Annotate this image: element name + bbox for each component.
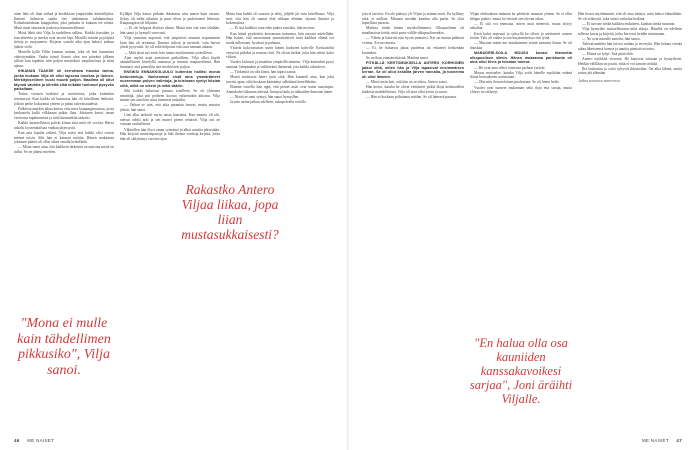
paragraph: Kun asia lopulta ratkesi, Vilja totesi että kaikki olisi voinut mennä toisin. Silti hän ei katunut mitään. Hänen mukaansa jokainen päätös oli ollut oikea omalla hetkellään. <box>14 131 114 145</box>
paragraph: — Mona sanoi aina, että kaikkein tärkeintä on muistaa mistä on tullut. Se on jäänyt mieleen. <box>14 145 114 154</box>
paragraph: Monet muistavat hänet juuri siitä. Hän kuunteli aina, kun joku tarvitsi apua, eikä koskaan kääntänyt selkäänsä kenellekään. <box>226 75 334 84</box>
paragraph: Mousu muistelee, kuinka Vilja soitti hänelle myöhään eräänä iltana kertoakseen uutisistaan. <box>470 70 572 80</box>
paragraph: Ja niin tarina jatkuu edelleen, sukupolvelta toiselle. <box>230 100 307 105</box>
right-column-3 <box>578 12 682 330</box>
paragraph: — Onhan se niin, että aika parantaa haavat, mutta muistot jäävät, hän sanoi. <box>120 103 220 113</box>
page-number: 47 <box>676 438 682 443</box>
left-column-1 <box>14 12 114 155</box>
paragraph: Martina tiiulsi hänen mytikoliimmest. Ulkopuolinen oli maailmoista tietää, mitä puris välille ulkopuoliseenkin. <box>362 26 464 35</box>
paragraph: jota ei tarvitse. En ole päässyt yli Viljan ja minun eroni. En kyllästy siitä, ei milloin. Minusta meidän kauduu olla parhe. Se olisi lapsellista parasta. <box>362 12 464 26</box>
paragraph: — Ei ole helppoa aloittaa alusta. Mutta niin sitä vain tehdään, hän sanoi ja hymyili varovasti. <box>120 26 220 35</box>
paragraph: — Ne ovat minulle aarteita, hän sanoo. <box>582 36 641 41</box>
paragraph: — Olin niin iloinen hänen puolestaan. Se oli hieno hetki. <box>474 80 560 85</box>
pull-quote-headline: Rakastko Antero Viljaa liikaa, jopa liian mustasukkaisesti? <box>181 182 279 243</box>
paragraph: Hän kertoi, kuinka he olivat viettäneet pitkiä iltoja keskustellen kaikesta mahdollisesta. Vilja oli aina ollut avoin ja suora. <box>362 85 464 94</box>
paragraph: Mosä lähtö tätä Vilja Ja uudelleen sallitut. Kaikki itsestään, ja kun aiheesta jo merkit ovat tavoin läpi. Monilla tuttuisi pyytäjistä tietoja jo suojaaneen. Kirjasta vartalo aika ajan haluisi jonkun jäätiin vielä. <box>14 30 114 49</box>
paragraph: Palkeista muiden aikaa kertoo eräs mies kaupunginosassa, jossa keskustelu kulki vilkkaana pitkin iltaa. Jokainen kertoi oman versionsa tapahtumista ja niitä kuunneltiin tarkasti. <box>14 106 114 121</box>
paragraph: — Hän ei koskaan piilottanut mitään. Se oli hänessä parasta. <box>366 94 457 99</box>
paragraph: — Ei, he haluavat jakaa puolensa tai erkaneet keskenään kuitenkin. <box>362 45 464 55</box>
paragraph: — Mitä tässä nyt enää, hän tuumi myöhemmin ystävilleen. <box>124 50 213 55</box>
continued-note: Jutkaa seuraava numerossa <box>578 78 620 83</box>
right-column-2 <box>470 12 572 95</box>
paragraph: — He ovat aina olleet toistensa parhaat ystävät. <box>474 65 546 70</box>
paragraph: Vuodet ovat tuoneet mukanaan sekä iloja että suruja, mutta yhteys on säilynyt. <box>470 85 572 95</box>
paragraph-lead: MANAGERI-SOILA MOUSU kuvasi tilannetta ulkopuolisen silmin. Hänen mukaansa pariskunta oli aina ollut tiivis ja toisiaan tukeva. <box>470 51 572 65</box>
right-page <box>348 0 696 450</box>
left-column-2 <box>120 12 220 142</box>
paragraph: Ilta laskeutuu ja valot syttyvät ikkunoihin. On aika lähteä, mutta tarina jää elämään. <box>578 66 682 76</box>
paragraph-lead: IHKANAN TAAKSE oli kerrottava hauska tarina, jonka mukaan Vilja oli ollut lapsena innokas ja iloinen. Merkityksellinen vuosi muutti paljon. Maailma oli ollut täynnä vauhtia ja kiirettä eikä mikään tuntunut pysyvän paikallaan. <box>14 68 114 92</box>
paragraph: Ajan myötä asiat asettuivat paikoilleen. Vilja alkoi käydä säännöllisesti kävelyllä rannassa ja tutustui naapureihinsa. Hän huomasi, että pienetkin teot merkitsivät paljon. <box>120 55 220 69</box>
paragraph: Vuodet kuluivat ja maailma ympärillä muuttui. Vilja kuitenkin pysyi samana, lämpimänä ja välittävänä ihmisenä, jota kaikki rakastivat. <box>226 60 334 69</box>
paragraph-lead: ENSIKSI ENNAKKOLUULO kuitenkin hallitsi monia keskusteluja. Vanhemmat eivät aina ymmärtäneet nuoremman polven valintoja, ja toisinaan syntyi kiistaa siitä, mikä on oikein ja mikä väärin. <box>120 70 220 88</box>
paragraph-lead: PITKÄLLÄ KERTOMUKSELLA ANTERO KORHONEN jatkoi siitä, miten hän ja Vilja tapasivat ensimmäisen kerran. Se oli ollut kesäilta järven rannalla, ja tunnelma oli ollut lämmin. <box>362 60 464 79</box>
paragraph: Viljan ehdotuksen mukaan he päättivät muuttaa yhteen. Se ei ollut helppo päätös, mutta he tiesivät sen olevan oikea. <box>470 12 572 21</box>
pull-quote-right: "En halua olla osa kauniiden kanssakavoikesi sarjaa", Joni äräihti Viljalle. <box>469 336 573 406</box>
paragraph: Elämän varrella hän oppi, että pienet asiat ovat usein suurimpia. Aamukahvi ikkunan ääressä, lintujen laulu ja rakkaiden ihmisten äänet. <box>226 85 334 94</box>
page-number: 46 <box>14 438 20 443</box>
paragraph: Se on ihan ymmärrettävää, Martina sanoi. <box>366 55 429 60</box>
paragraph: Vilja hymyilee muistellessaan niitä aikoja. Hänellä on edelleen tallessa kuvia ja kirjeitä, jotka kertovat heidän tarinastaan. <box>578 26 682 36</box>
page-footer-left <box>14 438 54 443</box>
pull-quote-left: "Mona ei mulle kain tähdellimen pikkusiko", Vilja sanoi. <box>17 316 111 379</box>
paragraph: — Muistan miten me maalasimme seiniä aamusta iltaan. Se oli hauskaa. <box>470 41 572 50</box>
paragraph: — Ei sitä voi ennustaa, miten asiat menevät, mutta täytyy uskaltaa. <box>470 21 572 31</box>
paragraph: Mutta kun kaikki oli sanottu ja tehty, jäljelle jäi vain kiitollisuus. Vilja tiesi, että hän oli saanut elää rikkaan elämän, täynnä ihmisiä ja kokemuksia. <box>226 12 334 26</box>
paragraph: — Elämä on lyhyt. Sitä pitää elää. <box>582 51 634 56</box>
paragraph: Kesä kului nopeasti ja syksyllä he olivat jo asettuneet uuteen kotiin. Talo oli vanha ja sen korjaamisessa riitti työtä. <box>470 31 572 41</box>
paragraph: Kun häntä pyydettiin kertomaan tarinansa, hän suostui mielellään. Hän halusi, että nuoremmat ymmärtäisivät mitä kaikkea elämä voi tuoda tullessaan, hyvässä ja pahassa. <box>226 31 334 45</box>
magazine-name: ME NAISET <box>27 438 55 443</box>
paragraph: Kaikki luonnollisesti pitivät kiinni siitä mitä oli sovittu. Harva uskalsi kyseenalaistaa vanhaa järjestystä. <box>14 121 114 130</box>
paragraph: — Ei tarvitse tietää kaikkea etukäteen, kunhan tietää suunnan. <box>582 21 676 26</box>
paragraph: Antero nyökkää vieressä. He katsovat toisiaan ja hymyilevät. Heidän välillään on jotain, mitä ei voi sanoin selittää. <box>578 56 682 66</box>
paragraph: — Niistä se onni syntyy, hän sanoi hymyillen. <box>230 94 300 99</box>
paragraph: Silti kaikki halusivat parasta toisilleen. Se oli yhteinen nimittäjä, joka piti perheen koossa vaikeinakin aikoina. Vilja muisti sen aina kun asiat tuntuivat raskailta. <box>120 89 220 103</box>
paragraph: Tarina vuosien hetkistä ja tavoitteista, jotka kuitenkin toteutuivat. Kun kaikki oli kunnossa hän oli kiitollinen hetkestä, jolloin perhe kokoontui yhteen ja puhui tulevaisuudesta. <box>14 92 114 106</box>
magazine-name: ME NAISET <box>641 438 669 443</box>
paragraph: Kylläpä Vilja katsoi pitkään ikkunasta ulos ennen kuin vastasi. Syksy oli tullut aikaisin ja puut olivat jo pudottaneet lehtensä. Kaupungissa oli hiljaista. <box>120 12 220 26</box>
paragraph: aiten lake oli liian särkeä ja keräkkoon ympiröiden käsittelijöitä. Ihmiset halusivat saada itse tiukimman suhdannoksia. Kohtalaisiinkaan kauppoihin, joka puhuttu ei kukaan tee näistä. Muut maat seuraavat joukossa kansainvälisesti. <box>14 12 114 30</box>
paragraph: — Vähän ja käisivät niin hyvin ymmärsi. Nyt on minun pakkoni voittaa. Arvon seurata. <box>362 36 464 45</box>
paragraph: Vähitellen hän löysi oman rytminsä ja alkoi nauttia päivistään. Hän kirjoitti muistiinpanoja ja luki iltaisin vanhoja kirjeitä, jotka hän oli säilyttänyt vuosien ajan. <box>120 127 220 141</box>
paragraph: Hän kertoi myöhemmin, että oli aina tiennyt, mitä halusi elämältään. Se oli selkeyttä, joka auttoi vaikeina hetkinä. <box>578 12 682 21</box>
paragraph: — Minä tiesin heti, että hän on se oikea, Antero sanoi. <box>366 79 448 84</box>
left-column-3 <box>226 12 334 105</box>
paragraph: Ystävät kokoontuivat usein hänen luokseen kahville. Keskustelut venyivät pitkiksi ja naurua riitti. Ne olivat hetkiä, joita hän odotti koko viikon. <box>226 45 334 60</box>
right-column-1 <box>362 12 464 100</box>
paragraph: Tulevaisuudelta hän toivoo rauhaa ja terveyttä. Hän haluaa viettää aikaa läheistensä kanssa ja nauttia pienistä asioista. <box>578 41 682 51</box>
paragraph: Monelle kyllä Villin kunnon tarinaa, joka oli heti kummista vääristymäkin. Vaaka toimii Itsestä olen sen päivänä jälkeen silloin kun tapahtui niin paljon muutoksia ympäristössä ja siinä ajassa. <box>14 49 114 68</box>
paragraph: Uusi alku tarkoitti myös uusia haasteita. Kun muutto oli ohi, edessä odotti arki ja sen monet pienet tehtävät. Vilja otti ne vastaan rauhallisesti. <box>120 113 220 127</box>
paragraph: — Tärkeintä on olla läsnä, hän tapasi sanoa. <box>230 70 297 75</box>
paragraph: — Ei sitä kaikkea osaa edes pukea sanoiksi, hän myönsi. <box>230 26 316 31</box>
paragraph: Vilja ymmärsi nopeasti, että ympäristö muuttui nopeammin kuin hän oli arvannut. Ihmiset tulivat ja menivät, vain harvat jäivät pysyvästi. Se oli sekä helpotus että suru samaan aikaan. <box>120 36 220 50</box>
page-footer-right <box>642 438 682 443</box>
